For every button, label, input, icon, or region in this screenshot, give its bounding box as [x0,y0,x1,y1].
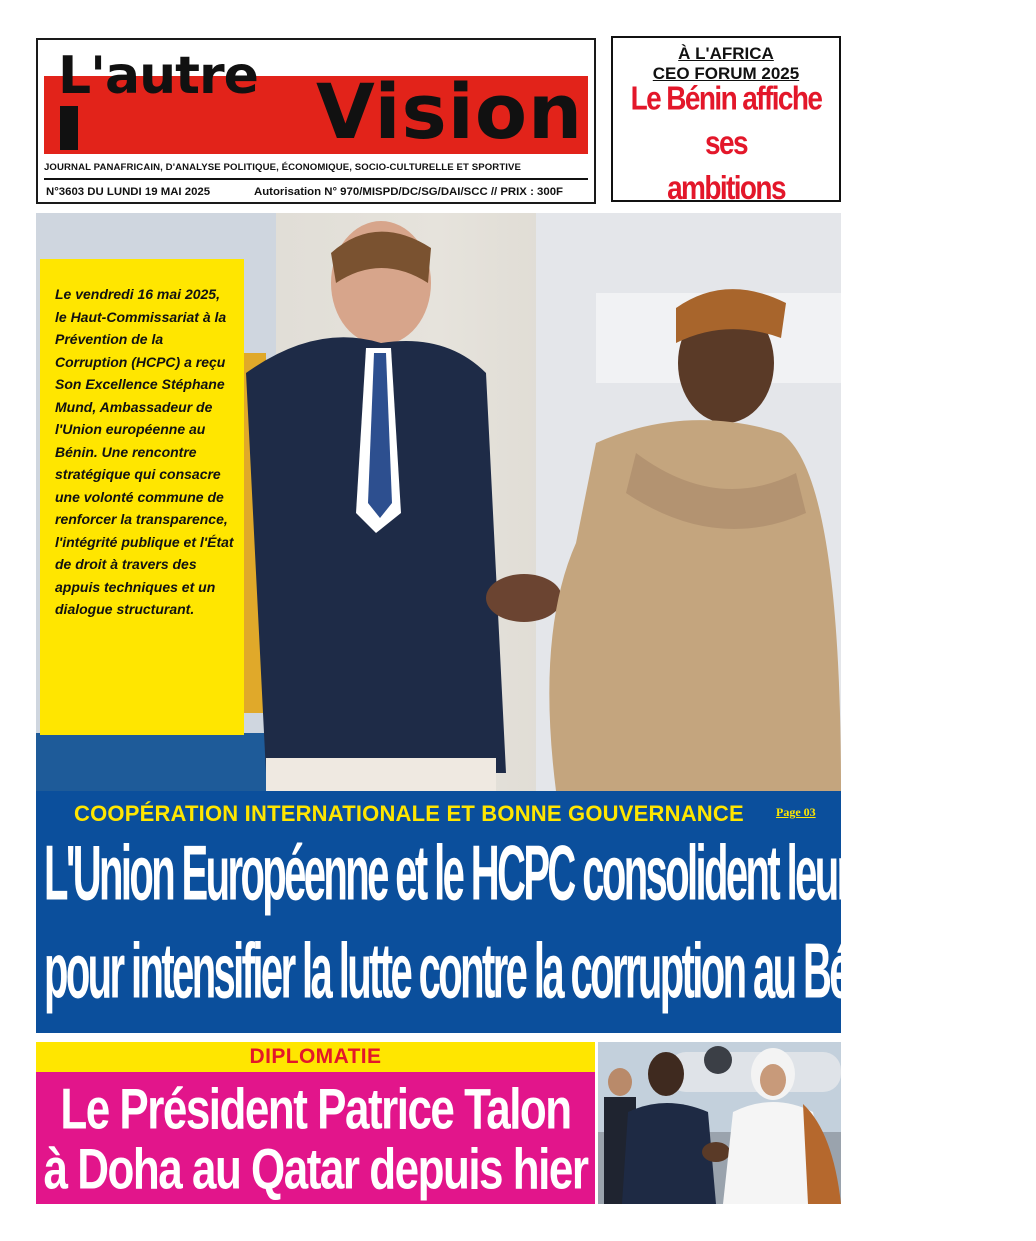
second-headline-line-1: Le Président Patrice Talon [60,1078,571,1142]
promo-kicker-line1: À L'AFRICA [678,44,774,63]
second-story-photo [598,1042,841,1204]
section-bar-diplomatie [36,1042,595,1072]
masthead-tagline: JOURNAL PANAFRICAIN, D'ANALYSE POLITIQUE, ÉCONOMIQUE, SOCIO-CULTURELLE ET SPORTIVE [44,162,522,173]
photo-caption: Le vendredi 16 mai 2025, le Haut-Commissariat à la Prévention de la Corruption (HCPC) a reçu Son Excellence Stéphane Mund, Ambassadeur de l'Union européenne au Bénin. Une rencontre stratégique qui consacre une volonté commune de renforcer la transparence, l'intégrité publique et l'État de droit à travers des appuis techniques et un dialogue structurant. [55,286,234,617]
page-reference-link[interactable]: Page 03 [776,805,816,819]
section-label: DIPLOMATIE [249,1045,382,1068]
authorization-price: Autorisation N° 970/MISPD/DC/SG/DAI/SCC // PRIX : 300F [254,186,563,198]
issue-number: N°3603 DU LUNDI 19 MAI 2025 [46,186,211,198]
promo-title-line1: Le Bénin affiche ses [630,79,822,162]
promo-kicker-line2: CEO FORUM 2025 [652,64,800,83]
headline-line-1: L'Union Européenne et le HCPC consolident leur partenariat [44,831,1036,917]
second-headline-block[interactable] [36,1072,595,1204]
promo-box[interactable] [611,36,841,207]
headline-kicker: COOPÉRATION INTERNATIONALE ET BONNE GOUVERNANCE [74,801,744,826]
masthead-divider [44,178,588,180]
headline-line-2: pour intensifier la lutte contre la corruption au Bénin [44,929,902,1015]
main-headline-block[interactable] [36,791,1036,1033]
logo-letter-stroke [60,106,78,150]
logo-vision: Vision [316,67,584,156]
logo-lautre: L'autre [58,46,258,106]
photo-caption-box [40,259,244,735]
second-photo-illustration [598,1042,841,1204]
second-headline-line-2: à Doha au Qatar depuis hier [43,1138,588,1202]
promo-title-line2: ambitions [667,169,785,207]
masthead [36,38,596,204]
